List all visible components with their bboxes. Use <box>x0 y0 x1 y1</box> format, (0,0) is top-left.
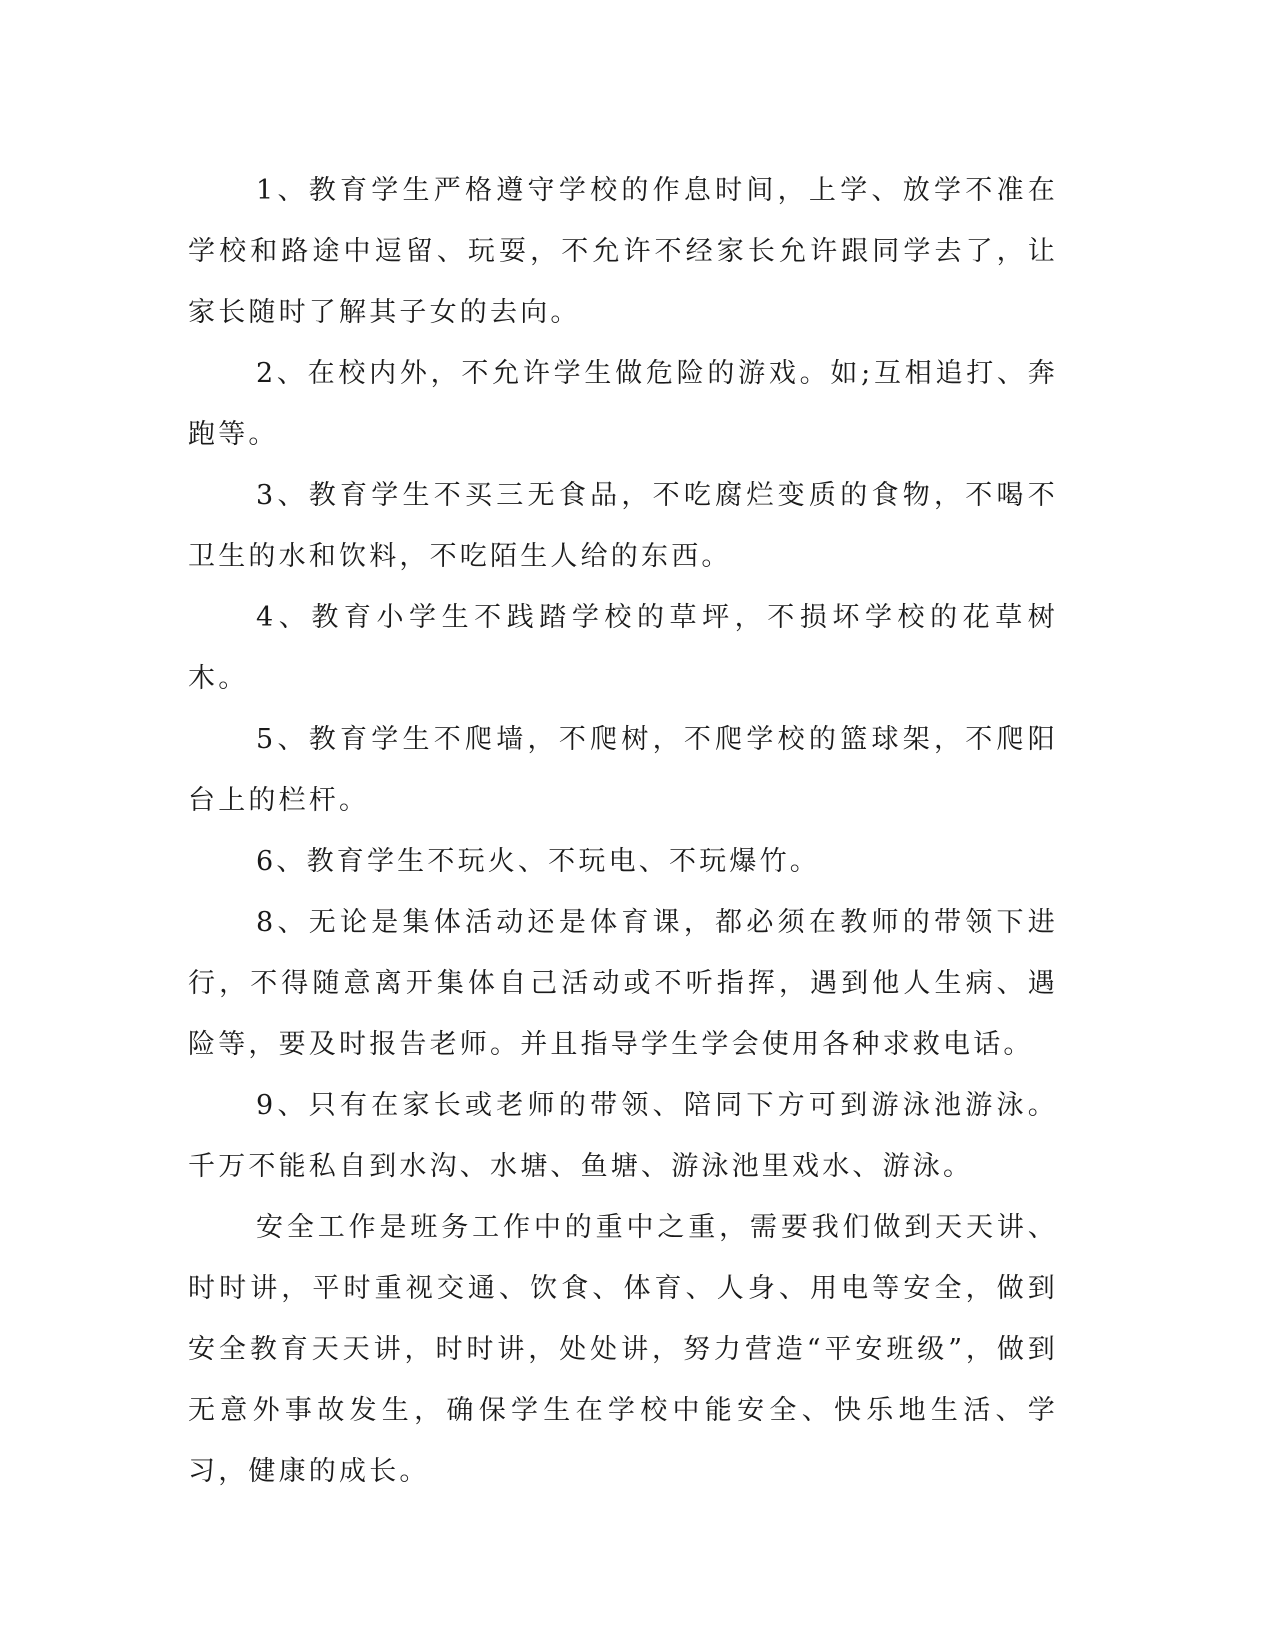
paragraph-item-3: 3、教育学生不买三无食品，不吃腐烂变质的食物，不喝不卫生的水和饮料，不吃陌生人给的东西。 <box>188 480 1058 572</box>
paragraph-summary: 安全工作是班务工作中的重中之重，需要我们做到天天讲、时时讲，平时重视交通、饮食、体育、人身、用电等安全，做到安全教育天天讲，时时讲，处处讲，努力营造“平安班级”，做到无意外事故发生，确保学生在学校中能安全、快乐地生活、学习，健康的成长。 <box>188 1212 1058 1487</box>
paragraph-item-8: 8、无论是集体活动还是体育课，都必须在教师的带领下进行，不得随意离开集体自己活动或不听指挥，遇到他人生病、遇险等，要及时报告老师。并且指导学生学会使用各种求救电话。 <box>188 907 1058 1060</box>
paragraph-item-9: 9、只有在家长或老师的带领、陪同下方可到游泳池游泳。千万不能私自到水沟、水塘、鱼塘、游泳池里戏水、游泳。 <box>188 1090 1058 1182</box>
document-body <box>188 160 1058 1502</box>
paragraph-item-1: 1、教育学生严格遵守学校的作息时间，上学、放学不准在学校和路途中逗留、玩耍，不允许不经家长允许跟同学去了，让家长随时了解其子女的去向。 <box>188 175 1058 328</box>
paragraph-item-6: 6、教育学生不玩火、不玩电、不玩爆竹。 <box>256 846 820 877</box>
paragraph-item-4: 4、教育小学生不践踏学校的草坪，不损坏学校的花草树木。 <box>188 602 1058 694</box>
paragraph-item-2: 2、在校内外，不允许学生做危险的游戏。如;互相追打、奔跑等。 <box>188 358 1058 450</box>
paragraph-item-5: 5、教育学生不爬墙，不爬树，不爬学校的篮球架，不爬阳台上的栏杆。 <box>188 724 1058 816</box>
